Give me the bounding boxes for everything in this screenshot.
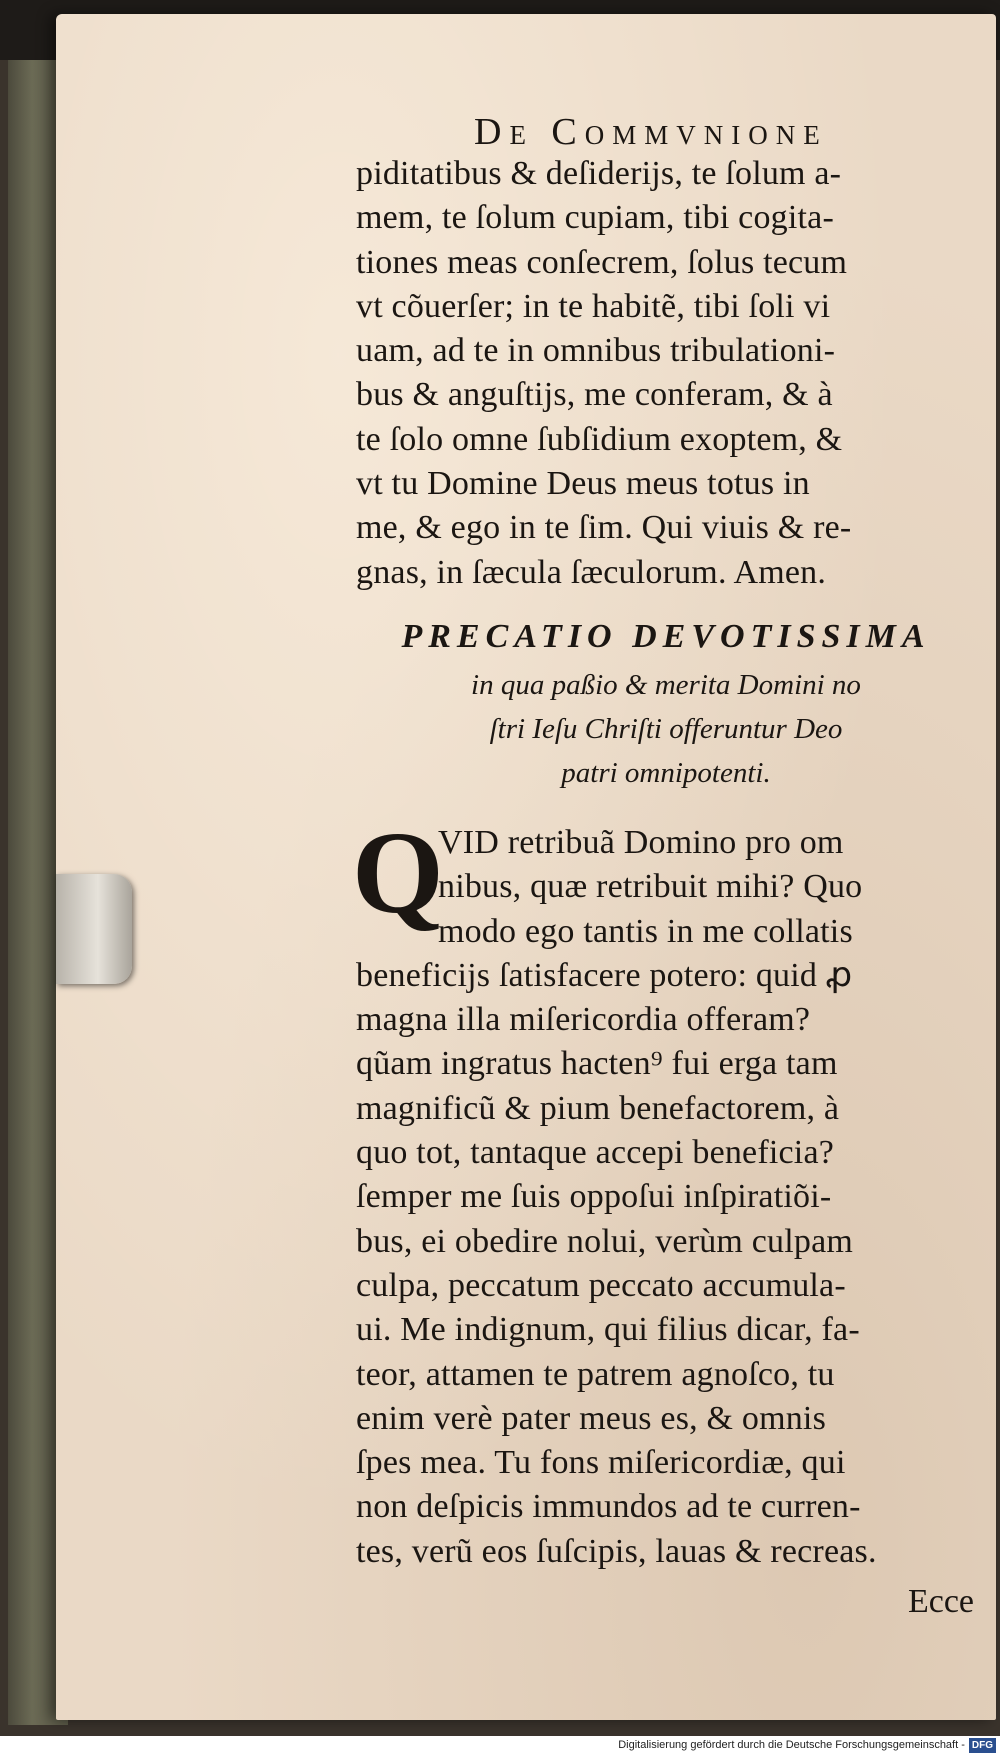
prayer-line: nibus, quæ retribuit mihi? Quo (438, 868, 863, 906)
prayer-title-line: in qua paßio & merita Domini no (471, 668, 861, 701)
body-line: tiones meas conſecrem, ſolus tecum (356, 243, 848, 281)
footer-credit: Digitalisierung gefördert durch die Deutsche Forschungsgemeinschaft - (618, 1739, 965, 1751)
running-head: De Commvnione (474, 111, 828, 153)
prayer-title (356, 611, 976, 795)
body-line: vt cõuerſer; in te habitẽ, tibi ſoli vi (356, 287, 831, 325)
body-line: piditatibus & deſiderijs, te ſolum a- (356, 155, 842, 192)
page-clip (56, 874, 132, 984)
prayer-line: magnificũ & pium benefactorem, à (356, 1089, 840, 1127)
prayer-line: ſemper me ſuis oppoſui inſpiratiõi- (356, 1178, 832, 1216)
prayer-line: bus, ei obedire nolui, verùm culpam (356, 1222, 854, 1260)
body-line: me, & ego in te ſim. Qui viuis & re- (356, 509, 852, 547)
prayer-text (352, 806, 976, 1574)
digitization-footer (0, 1736, 1000, 1755)
dfg-logo: DFG (969, 1738, 996, 1753)
prayer-line: magna illa miſericordia offeram? (356, 1001, 811, 1039)
prayer-line: ui. Me indignum, qui filius dicar, fa- (356, 1311, 860, 1349)
prayer-line: teor, attamen te patrem agnoſco, tu (356, 1355, 835, 1393)
body-line: mem, te ſolum cupiam, tibi cogita- (356, 199, 834, 237)
body-text (356, 152, 976, 595)
body-line: te ſolo omne ſubſidium exoptem, & (356, 420, 843, 458)
prayer-title-line: PRECATIO DEVOTISSIMA (401, 617, 931, 655)
prayer-title-line: patri omnipotenti. (561, 756, 771, 789)
body-line: gnas, in ſæcula ſæculorum. Amen. (356, 553, 827, 591)
prayer-title-line: ſtri Ieſu Chriſti offeruntur Deo (489, 712, 843, 745)
book-page (56, 14, 996, 1720)
prayer-line: tes, verũ eos ſuſcipis, lauas & recreas. (356, 1532, 877, 1570)
catchword: Ecce (907, 1583, 974, 1621)
body-line: vt tu Domine Deus meus totus in (356, 465, 810, 503)
prayer-line: enim verè pater meus es, & omnis (356, 1399, 826, 1437)
prayer-line: culpa, peccatum peccato accumula- (356, 1266, 846, 1304)
prayer-line: qũam ingratus hacten⁹ fui erga tam (356, 1045, 838, 1083)
body-line: uam, ad te in omnibus tribulationi- (356, 332, 836, 370)
prayer-line: beneficijs ſatisfacere potero: quid ꝓ (356, 956, 853, 994)
body-line: bus & anguſtijs, me conferam, & à (356, 376, 833, 414)
page-text (352, 111, 976, 1624)
prayer-line: quo tot, tantaque accepi beneficia? (356, 1134, 835, 1172)
prayer-line: modo ego tantis in me collatis (438, 912, 853, 950)
drop-cap: Q (352, 806, 444, 938)
prayer-line: ſpes mea. Tu fons miſericordiæ, qui (356, 1444, 846, 1482)
prayer-line: non deſpicis immundos ad te curren- (356, 1488, 861, 1526)
prayer-line: VID retribuã Domino pro om (438, 823, 844, 861)
